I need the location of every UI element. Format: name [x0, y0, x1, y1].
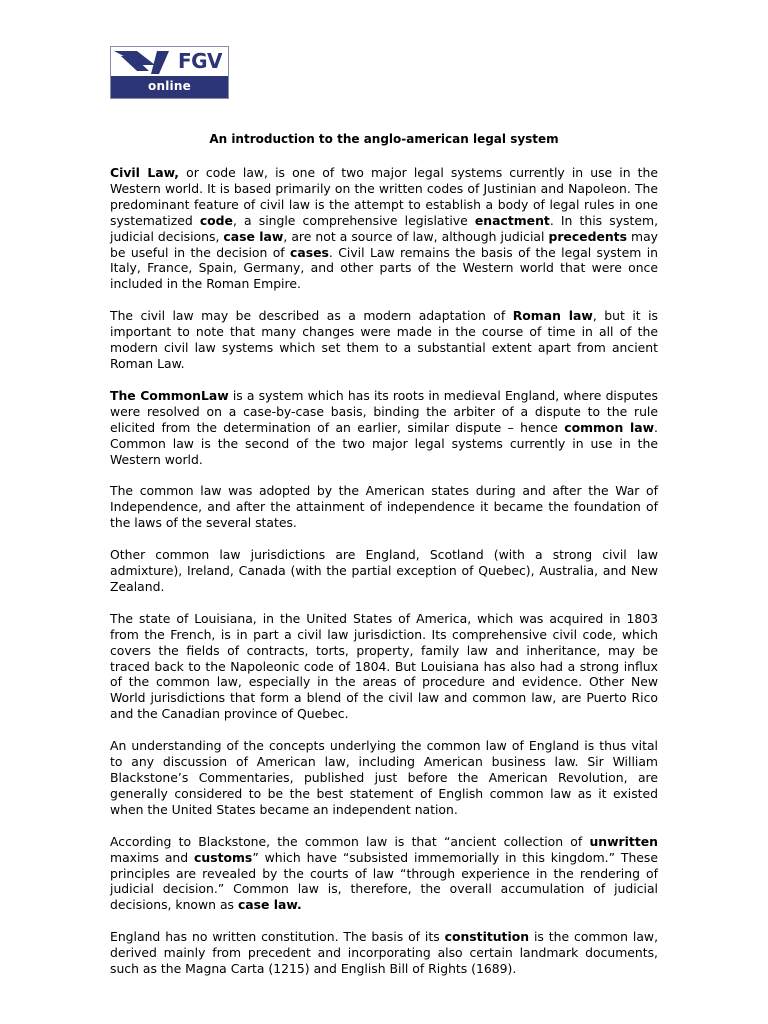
bold-term: Civil Law,	[110, 165, 180, 180]
body-paragraph	[110, 738, 658, 818]
paragraph-text: is a system which has its roots in medieval England, where disputes were resolved on a case-by-case basis, binding the arbiter of a dispute to the rule elicited from the determination of an earlier, similar dispute – hence	[110, 387, 658, 435]
body-paragraph	[110, 547, 658, 595]
bold-term: enactment	[474, 212, 550, 228]
body-paragraph	[110, 929, 658, 977]
paragraph-text: . Civil Law remains the basis of the legal system in Italy, France, Spain, Germany, and other parts of the Western world that were once included in the Roman Empire.	[110, 244, 659, 292]
paragraph-text: . Common law is the second of the two major legal systems currently in use in the Western world.	[110, 419, 658, 467]
paragraph-text: , a single comprehensive legislative	[232, 212, 475, 228]
body-paragraph	[110, 834, 658, 914]
fgv-online-logo	[110, 46, 229, 99]
paragraph-text: maxims and	[110, 849, 195, 865]
bold-term: customs	[194, 849, 253, 865]
paragraph-text: , but it is important to note that many changes were made in the course of time in all of the modern civil law systems which set them to a substantial extent apart from ancient Roman Law.	[110, 308, 659, 371]
bold-term: Roman law	[512, 308, 593, 324]
paragraph-text: , are not a source of law, although judicial	[283, 228, 549, 244]
paragraph-text: According to Blackstone, the common law is that “ancient collection of	[110, 833, 590, 849]
bold-term: unwritten	[589, 833, 658, 849]
bold-term: The CommonLaw	[110, 387, 229, 403]
body-paragraph	[110, 483, 658, 531]
bold-term: code	[199, 212, 233, 228]
body-paragraph	[110, 165, 658, 292]
body-paragraph	[110, 308, 658, 372]
bold-term: case law	[223, 228, 284, 244]
bold-term: precedents	[548, 228, 627, 244]
paragraph-text: England has no written constitution. The basis of its	[110, 929, 445, 945]
paragraph-text: may be useful in the decision of	[110, 228, 659, 260]
paragraph-text: The state of Louisiana, in the United States of America, which was acquired in 1803 from the French, is in part a civil law jurisdiction. Its comprehensive civil code, which covers the fields of contracts, torts, property, family law and inheritance, may be traced back to the Napoleonic code of 1804. But Louisiana has also had a strong influx of the common law, especially in the areas of procedure and evidence. Other New World jurisdictions that form a blend of the civil law and common law, are Puerto Rico and the Canadian province of Quebec.	[110, 610, 658, 722]
logo-sub-text: online	[111, 76, 228, 98]
bold-term: case law.	[237, 897, 302, 913]
document-title: An introduction to the anglo-american legal system	[209, 132, 559, 146]
paragraph-text: or code law, is one of two major legal systems currently in use in the Western world. It is based primarily on the written codes of Justinian and Napoleon. The predominant feature of civil law is the attempt to establish a body of legal rules in one systematized	[110, 165, 659, 228]
paragraph-text: The common law was adopted by the American states during and after the War of Independence, and after the attainment of independence it became the foundation of the laws of the several states.	[110, 483, 658, 531]
bold-term: cases	[290, 244, 329, 260]
paragraph-text: . In this system, judicial decisions,	[110, 212, 659, 244]
body-paragraph	[110, 611, 658, 722]
paragraph-text: ” which have “subsisted immemorially in this kingdom.” These principles are revealed by the courts of law “through experience in the rendering of judicial decision.” Common law is, therefore, the overall accumulation of judicial decisions, known as	[110, 849, 658, 913]
document-body	[110, 165, 658, 993]
bold-term: constitution	[444, 929, 530, 945]
paragraph-text: The civil law may be described as a modern adaptation of	[110, 308, 513, 324]
paragraph-text: Other common law jurisdictions are England, Scotland (with a strong civil law admixture), Ireland, Canada (with the partial exception of Quebec), Australia, and New Zealand.	[110, 547, 658, 594]
paragraph-text: is the common law, derived mainly from precedent and incorporating also certain landmark documents, such as the Magna Carta (1215) and English Bill of Rights (1689).	[110, 929, 659, 977]
paragraph-text: An understanding of the concepts underlying the common law of England is thus vital to any discussion of American law, including American business law. Sir William Blackstone’s Commentaries, published just before the American Revolution, are generally considered to be the best statement of English common law as it existed when the United States became an independent nation.	[110, 738, 658, 817]
logo-brand-text: FGV	[177, 49, 222, 73]
body-paragraph	[110, 388, 658, 468]
bold-term: common law	[564, 419, 655, 435]
